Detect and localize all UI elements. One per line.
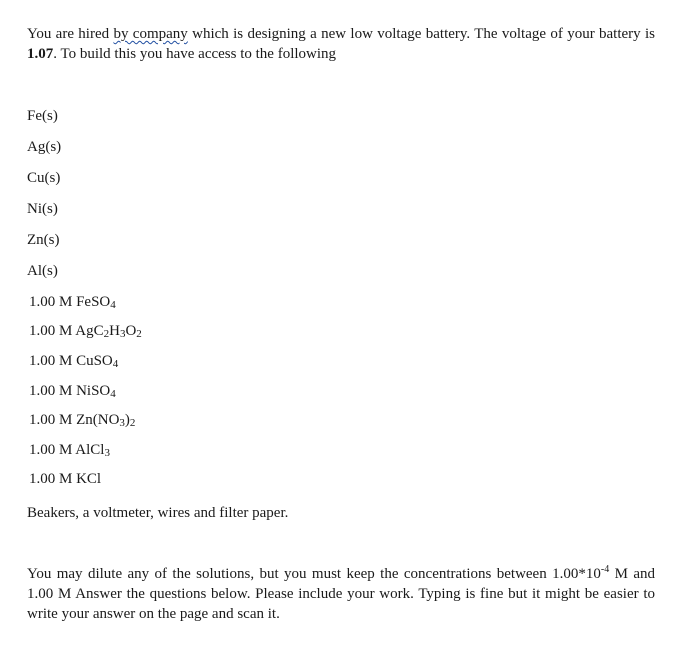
spellcheck-marked-phrase: by company	[113, 26, 188, 42]
solution-item-kcl: 1.00 M KCl	[29, 471, 102, 487]
equipment-line: Beakers, a voltmeter, wires and filter paper.	[27, 505, 289, 521]
metal-item-zn: Zn(s)	[27, 232, 60, 248]
intro-paragraph: You are hired by company which is designing a new low voltage battery. The voltage of your battery is 1.07. To build this you have access to the following	[27, 26, 656, 62]
metal-item-al: Al(s)	[27, 263, 58, 279]
metal-item-fe: Fe(s)	[27, 108, 58, 124]
metal-item-cu: Cu(s)	[27, 170, 61, 186]
solution-item-zinc-nitrate: 1.00 M $Zn(NO_3)_2$	[29, 412, 136, 429]
solution-item-alcl3: 1.00 M AlCl$_3$	[29, 442, 110, 459]
battery-voltage: 1.07	[27, 46, 54, 62]
metal-item-ag: Ag(s)	[27, 139, 62, 155]
instructions-paragraph: You may dilute any of the solutions, but you must keep the concentrations between $1.00*10^{-4}$ M and 1.00 M Answer the questions below. Please include your work. Typing is fine but it might be easier to write your answer on the page and scan it.	[27, 564, 655, 622]
solution-item-niso4: 1.00 M NiSO$_4$	[29, 383, 116, 400]
metal-item-ni: Ni(s)	[27, 201, 58, 217]
solution-item-cuso4: 1.00 M CuSO$_4$	[29, 353, 119, 370]
solution-item-feso4: 1.00 M FeSO$_4$	[29, 294, 116, 311]
solution-item-silver-acetate: 1.00 M $AgC_2H_3O_2$	[29, 323, 142, 340]
concentration-exponent: -4	[600, 564, 610, 575]
